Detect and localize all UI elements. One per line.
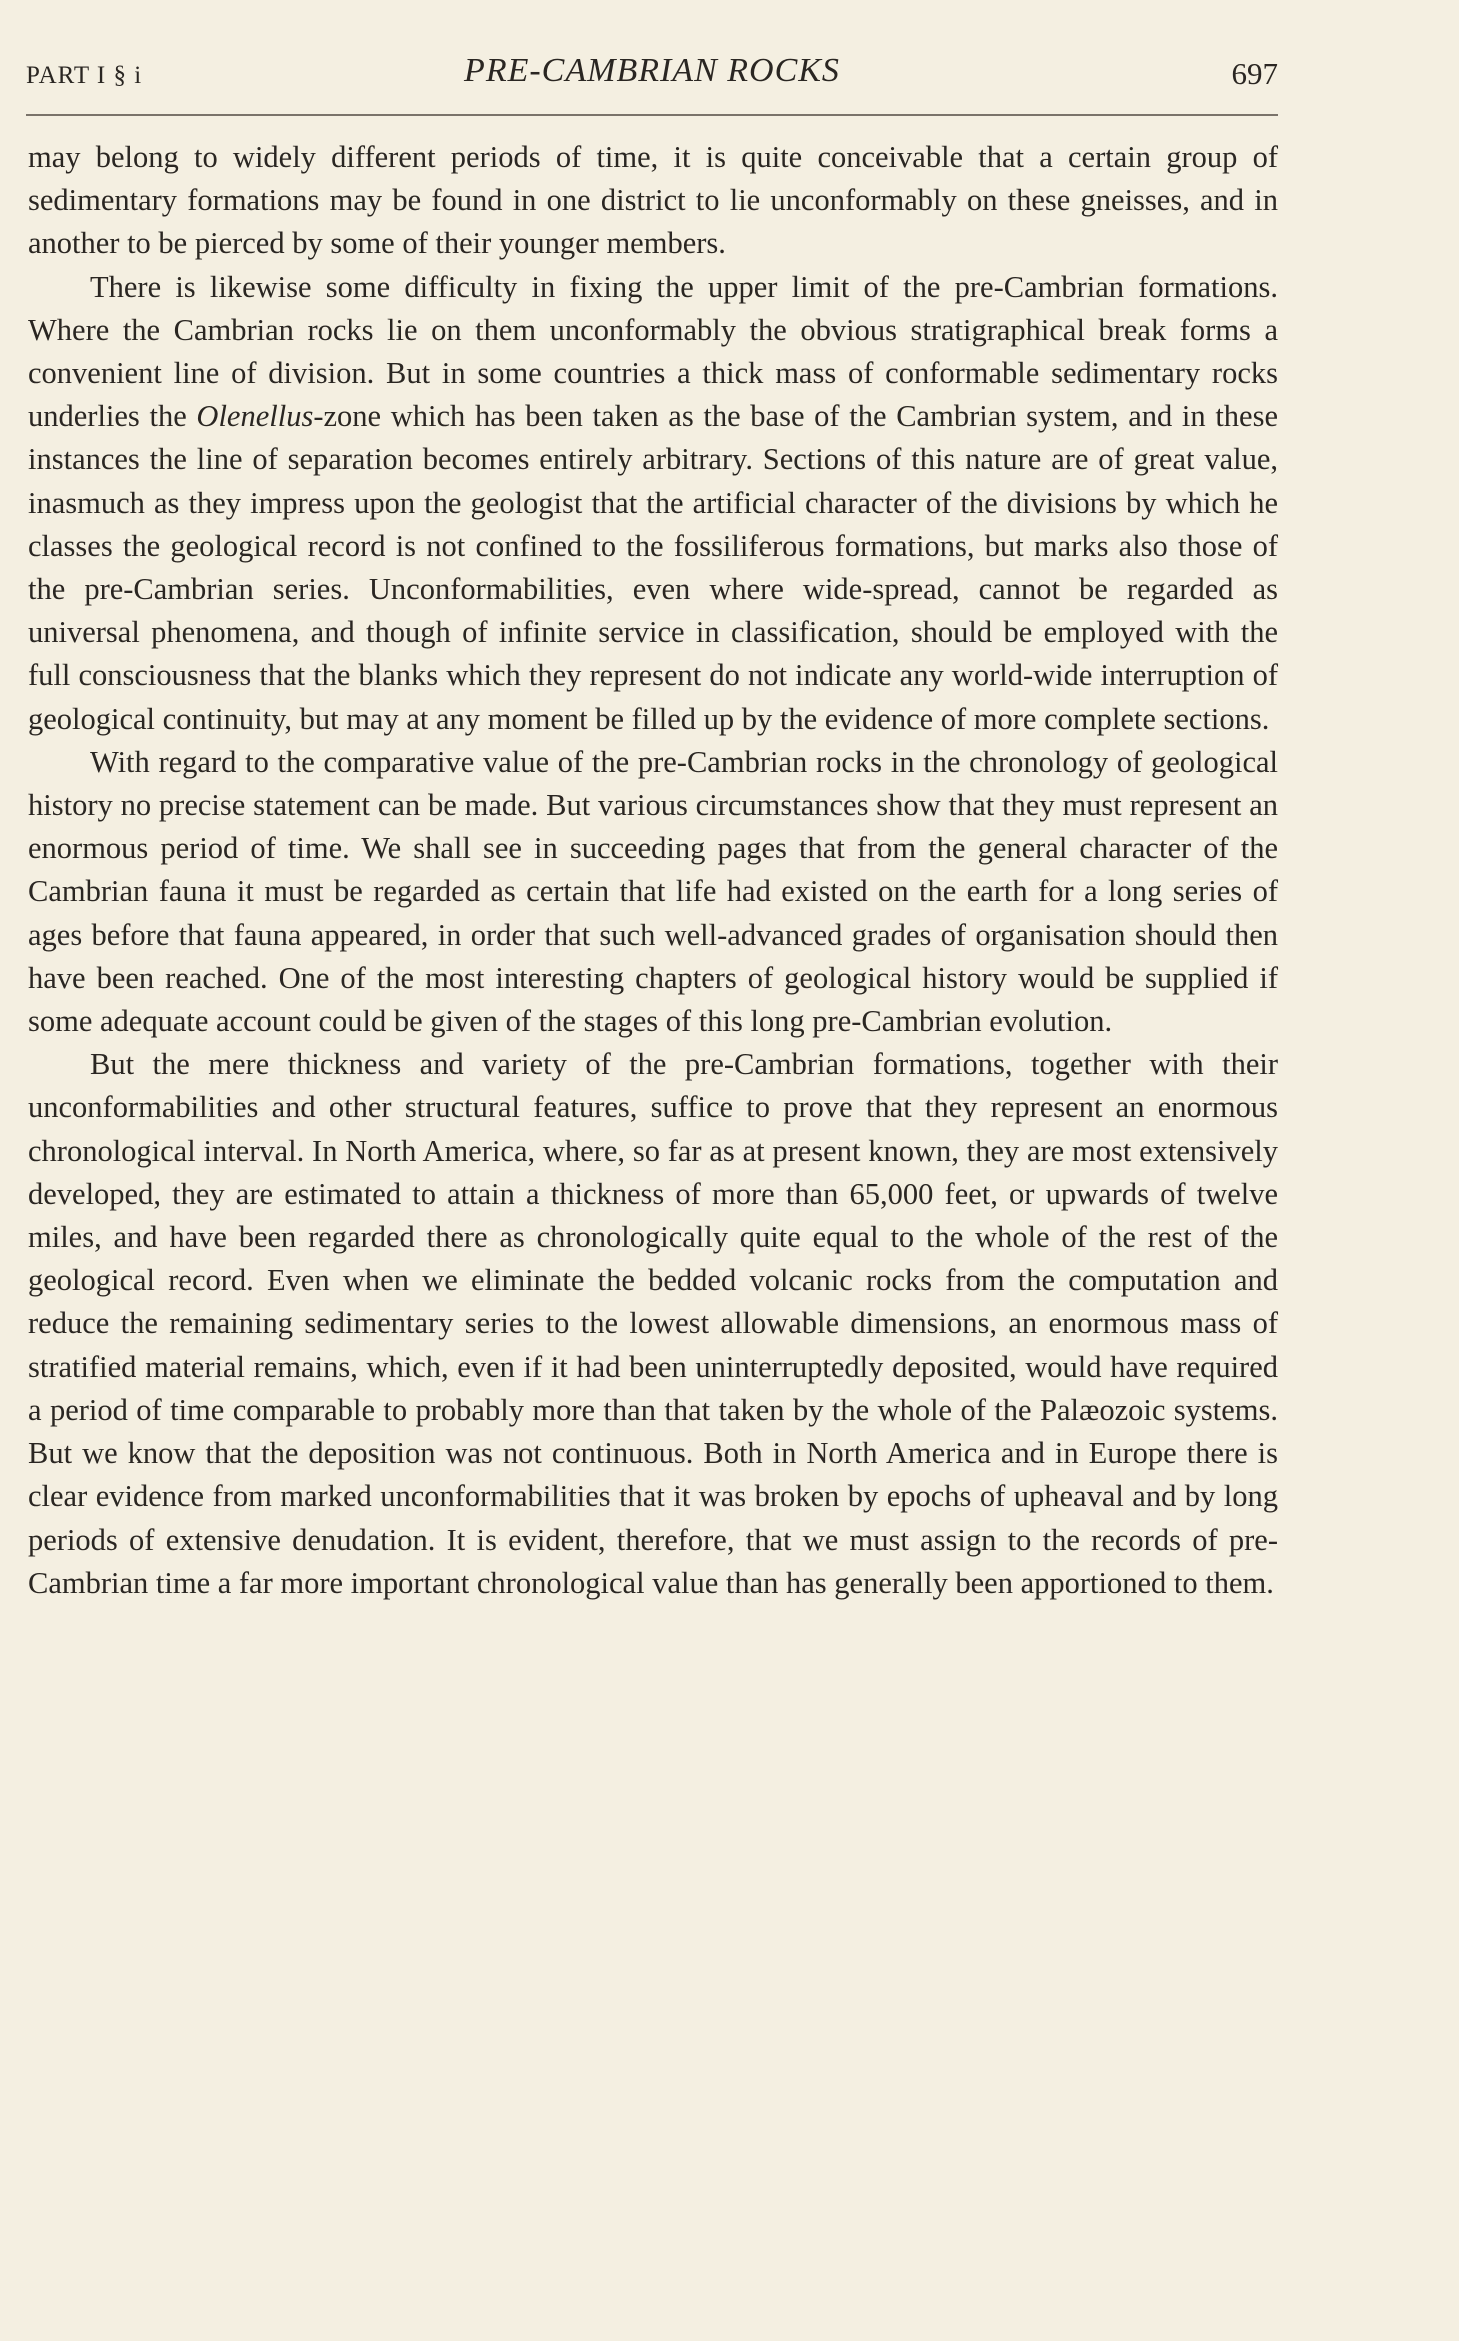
paragraph-2-text-after-italic: -zone which has been taken as the base of the Cambrian system, and in these instances the line of separation becomes entirely arbitrary. Sections of this nature are of great value, inasmuch as they impress upon the geologist that the artificial character of the divisions by which he classes the geological record is not confined to the fossiliferous formations, but marks also those of the pre-Cambrian series. Unconformabilities, even where wide-spread, cannot be regarded as universal phenomena, and though of infinite service in classification, should be employed with the full consciousness that the blanks which they represent do not indicate any world-wide interruption of geological continuity, but may at any moment be filled up by the evidence of more complete sections. (28, 399, 1278, 736)
page-title: PRE-CAMBRIAN ROCKS (464, 52, 840, 89)
section-label: PART I § i (26, 62, 143, 89)
body-text (28, 136, 1278, 1605)
running-header (26, 48, 1278, 100)
header-rule (26, 114, 1278, 116)
paragraph-3 (28, 741, 1278, 1043)
italic-taxon-name: Olenellus (196, 399, 314, 434)
paragraph-1-text: may belong to widely different periods of time, it is quite conceivable that a certain group of sedimentary formations may be found in one district to lie unconformably on these gneisses, and in another to be pierced by some of their younger members. (28, 140, 1278, 261)
paragraph-4-text: But the mere thickness and variety of the pre-Cambrian formations, together with their unconformabilities and other structural features, suffice to prove that they represent an enormous chronological interval. In North America, where, so far as at present known, they are most extensively developed, they are estimated to attain a thickness of more than 65,000 feet, or upwards of twelve miles, and have been regarded there as chronologically quite equal to the whole of the rest of the geological record. Even when we eliminate the bedded volcanic rocks from the computation and reduce the remaining sedimentary series to the lowest allowable dimensions, an enormous mass of stratified material remains, which, even if it had been uninterruptedly deposited, would have required a period of time comparable to probably more than that taken by the whole of the Palæozoic systems. But we know that the deposition was not continuous. Both in North America and in Europe there is clear evidence from marked unconformabilities that it was broken by epochs of upheaval and by long periods of extensive denudation. It is evident, therefore, that we must assign to the records of pre-Cambrian time a far more important chronological value than has generally been apportioned to them. (28, 1047, 1278, 1600)
paragraph-2 (28, 266, 1278, 741)
paragraph-1 (28, 136, 1278, 266)
paragraph-2-text-before-italic: There is likewise some difficulty in fixing the upper limit of the pre-Cambrian formations. Where the Cambrian rocks lie on them unconformably the obvious stratigraphical break forms a convenient line of division. But in some countries a thick mass of conformable sedimentary rocks underlies the (28, 269, 1278, 434)
page-number: 697 (1231, 56, 1278, 91)
paragraph-4 (28, 1043, 1278, 1605)
paragraph-3-text: With regard to the comparative value of the pre-Cambrian rocks in the chronology of geological history no precise statement can be made. But various circumstances show that they must represent an enormous period of time. We shall see in succeeding pages that from the general character of the Cambrian fauna it must be regarded as certain that life had existed on the earth for a long series of ages before that fauna appeared, in order that such well-advanced grades of organisation should then have been reached. One of the most interesting chapters of geological history would be supplied if some adequate account could be given of the stages of this long pre-Cambrian evolution. (28, 744, 1278, 1039)
